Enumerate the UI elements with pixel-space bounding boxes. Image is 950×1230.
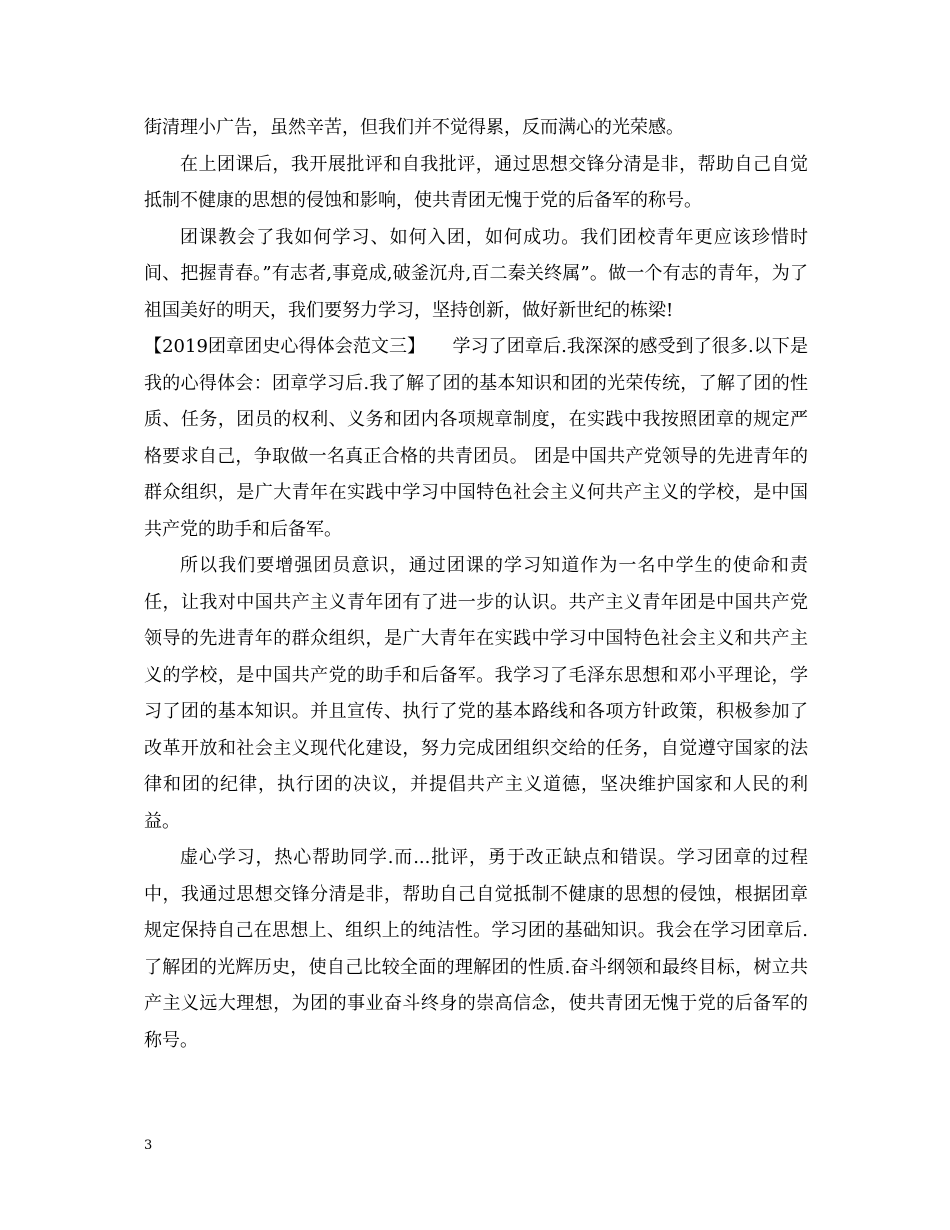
- paragraph: 团课教会了我如何学习、如何入团，如何成功。我们团校青年更应该珍惜时间、把握青春。”有志者,事竟成,破釜沉舟,百二秦关终属”。做一个有志的青年，为了祖国美好的明天，我们要努力学习，坚持创新，做好新世纪的栋梁!: [144, 226, 808, 321]
- paragraph: 街清理小广告，虽然辛苦，但我们并不觉得累，反而满心的光荣感。: [144, 117, 684, 138]
- paragraph: 在上团课后，我开展批评和自我批评，通过思想交锋分清是非，帮助自己自觉抵制不健康的思想的侵蚀和影响，使共青团无愧于党的后备军的称号。: [144, 153, 808, 211]
- paragraph: 虚心学习，热心帮助同学.而...批评，勇于改正缺点和错误。学习团章的过程中，我通过思想交锋分清是非，帮助自己自觉抵制不健康的思想的侵蚀，根据团章规定保持自己在思想上、组织上的纯洁性。学习团的基础知识。我会在学习团章后.了解团的光辉历史，使自己比较全面的理解团的性质.奋斗纲领和最终目标，树立共产主义远大理想，为团的事业奋斗终身的崇高信念，使共青团无愧于党的后备军的称号。: [144, 847, 808, 1051]
- paragraph-essay-three: 【2019团章团史心得体会范文三】 学习了团章后.我深深的感受到了很多.以下是我的心得体会：团章学习后.我了解了团的基本知识和团的光荣传统，了解了团的性质、任务，团员的权利、义务和团内各项规章制度，在实践中我按照团章的规定严格要求自己，争取做一名真正合格的共青团员。 团是中国共产党领导的先进青年的群众组织，是广大青年在实践中学习中国特色社会主义何共产主义的学校，是中国共产党的助手和后备军。: [144, 336, 808, 540]
- body-text: [144, 110, 808, 1059]
- paragraph: 所以我们要增强团员意识，通过团课的学习知道作为一名中学生的使命和责任，让我对中国共产主义青年团有了进一步的认识。共产主义青年团是中国共产党领导的先进青年的群众组织，是广大青年在实践中学习中国特色社会主义和共产主义的学校，是中国共产党的助手和后备军。我学习了毛泽东思想和邓小平理论，学习了团的基本知识。并且宣传、执行了党的基本路线和各项方针政策，积极参加了改革开放和社会主义现代化建设，努力完成团组织交给的任务，自觉遵守国家的法律和团的纪律，执行团的决议，并提倡共产主义道德，坚决维护国家和人民的利益。: [144, 555, 808, 832]
- page-number: 3: [144, 1138, 153, 1153]
